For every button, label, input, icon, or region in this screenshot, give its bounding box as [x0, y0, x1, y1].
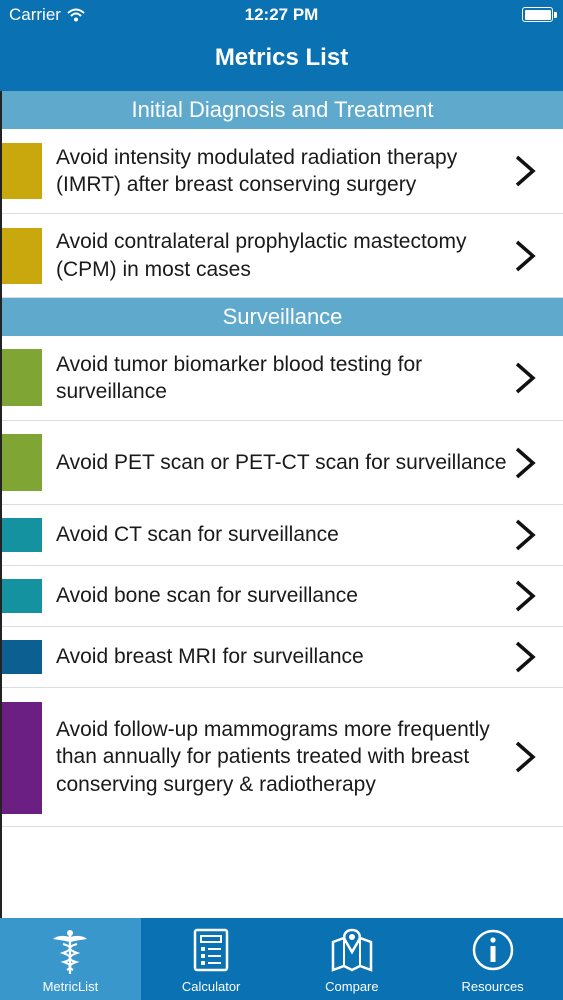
- list-item[interactable]: [2, 627, 563, 688]
- color-swatch: [2, 702, 42, 814]
- metrics-list[interactable]: [0, 91, 563, 918]
- tab-label: Calculator: [181, 979, 241, 994]
- list-item[interactable]: [2, 129, 563, 214]
- color-swatch: [2, 518, 42, 552]
- list-item-label: Avoid CT scan for surveillance: [56, 523, 339, 547]
- chevron-right-icon: [512, 359, 538, 397]
- list-item-label: Avoid tumor biomarker blood testing for surveillance: [56, 352, 423, 403]
- color-swatch: [2, 228, 42, 284]
- tab-metric-list[interactable]: [0, 918, 141, 1000]
- top-bar: [0, 0, 563, 91]
- tab-bar: [0, 918, 563, 1000]
- section-header: Initial Diagnosis and Treatment: [2, 91, 563, 129]
- list-item[interactable]: [2, 214, 563, 298]
- chevron-right-icon: [512, 638, 538, 676]
- battery-icon: [522, 7, 553, 22]
- tab-compare[interactable]: [282, 918, 423, 1000]
- chevron-right-icon: [512, 738, 538, 776]
- list-item-label: Avoid bone scan for surveillance: [56, 584, 358, 608]
- list-item[interactable]: [2, 421, 563, 505]
- color-swatch: [2, 579, 42, 613]
- page-title: Metrics List: [214, 44, 349, 71]
- status-bar: [0, 0, 563, 30]
- list-item[interactable]: [2, 688, 563, 827]
- tab-label: MetricList: [42, 979, 99, 994]
- color-swatch: [2, 143, 42, 199]
- list-item-label: Avoid contralateral prophylactic mastectomy (CPM) in most cases: [56, 230, 467, 281]
- calculator-icon: [192, 928, 230, 972]
- chevron-right-icon: [512, 516, 538, 554]
- section-header: Surveillance: [2, 298, 563, 336]
- list-item[interactable]: [2, 336, 563, 421]
- list-item-label: Avoid follow-up mammograms more frequently than annually for patients treated with breast conserving surgery & radiotherapy: [56, 717, 490, 796]
- chevron-right-icon: [512, 577, 538, 615]
- tab-label: Compare: [325, 979, 379, 994]
- color-swatch: [2, 434, 42, 491]
- chevron-right-icon: [512, 444, 538, 482]
- carrier-label: Carrier: [9, 5, 61, 24]
- tab-label: Resources: [461, 979, 524, 994]
- color-swatch: [2, 349, 42, 406]
- list-item-label: Avoid intensity modulated radiation therapy (IMRT) after breast conserving surgery: [56, 145, 458, 196]
- caduceus-icon: [51, 928, 89, 976]
- chevron-right-icon: [512, 152, 538, 190]
- list-item[interactable]: [2, 505, 563, 566]
- list-item[interactable]: [2, 566, 563, 627]
- info-icon: [471, 928, 515, 972]
- color-swatch: [2, 640, 42, 674]
- tab-resources[interactable]: [422, 918, 563, 1000]
- status-time: 12:27 PM: [244, 5, 319, 24]
- tab-calculator[interactable]: [141, 918, 282, 1000]
- list-item-label: Avoid breast MRI for surveillance: [56, 645, 364, 669]
- chevron-right-icon: [512, 237, 538, 275]
- list-item-label: Avoid PET scan or PET-CT scan for surveillance: [56, 450, 507, 474]
- map-pin-icon: [330, 928, 374, 974]
